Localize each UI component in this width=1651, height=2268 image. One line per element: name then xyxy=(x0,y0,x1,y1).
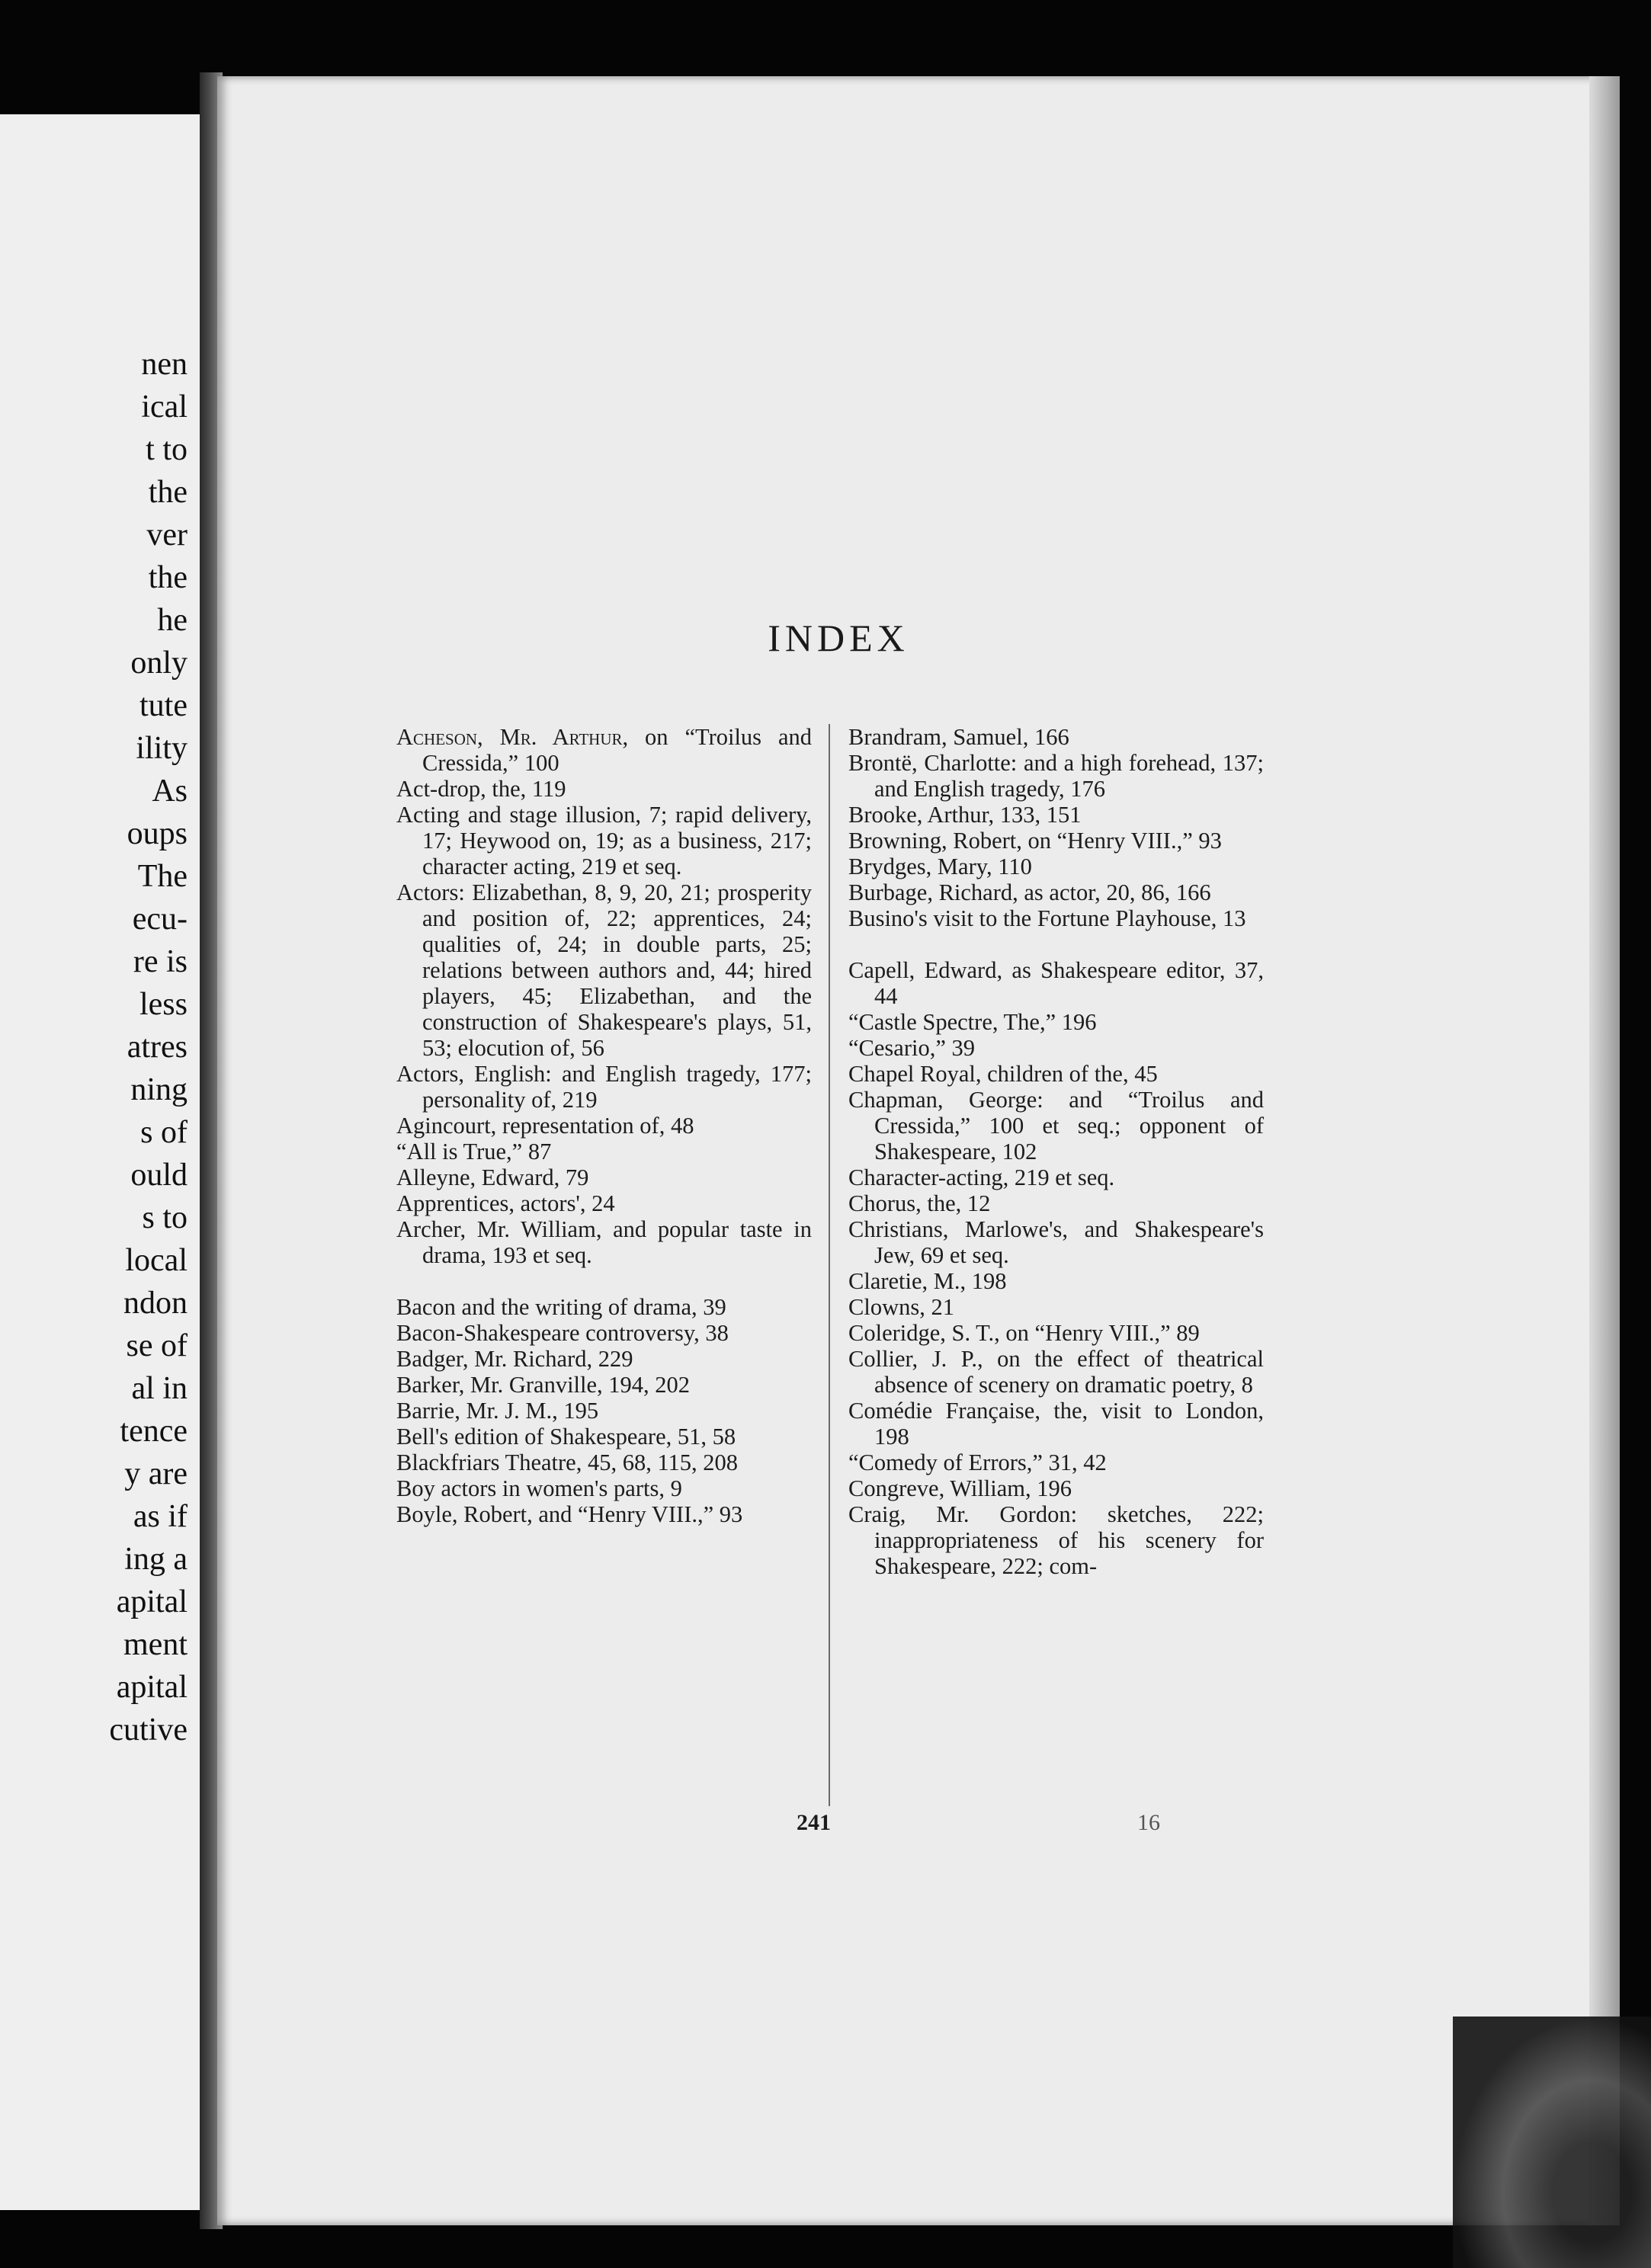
fragment-line: ical xyxy=(141,389,188,424)
index-entry: “Comedy of Errors,” 31, 42 xyxy=(848,1450,1107,1475)
index-entry: “Cesario,” 39 xyxy=(848,1035,975,1061)
index-entry: Clowns, 21 xyxy=(848,1294,954,1320)
index-entry: “Castle Spectre, The,” 196 xyxy=(848,1009,1097,1035)
index-entry-head: Acheson, Mr. Arthur, xyxy=(396,724,629,750)
fragment-line: ould xyxy=(130,1158,188,1193)
fragment-line: ning xyxy=(130,1072,188,1107)
fragment-line: only xyxy=(130,645,188,681)
index-entry: Bell's edition of Shakespeare, 51, 58 xyxy=(396,1424,736,1450)
index-entry: Brontë, Charlotte: and a high forehead, 137; and English tragedy, 176 xyxy=(848,750,1264,802)
fragment-line: the xyxy=(148,560,188,595)
index-entry: Boyle, Robert, and “Henry VIII.,” 93 xyxy=(396,1501,743,1527)
fragment-line: As xyxy=(152,774,188,809)
fragment-line: apital xyxy=(116,1584,188,1619)
index-entry: Barker, Mr. Granville, 194, 202 xyxy=(396,1372,691,1398)
column-divider xyxy=(829,724,830,1806)
index-entry: Brandram, Samuel, 166 xyxy=(848,724,1069,750)
index-entry: Bacon and the writing of drama, 39 xyxy=(396,1294,726,1320)
index-entry: Capell, Edward, as Shakespeare editor, 37, 44 xyxy=(848,957,1264,1009)
index-entry: Chapel Royal, children of the, 45 xyxy=(848,1061,1158,1087)
index-entry: Actors, English: and English tragedy, 177; personality of, 219 xyxy=(396,1061,812,1113)
signature-mark: 16 xyxy=(1137,1810,1160,1835)
fragment-line: nen xyxy=(141,347,188,382)
index-entry: Agincourt, representation of, 48 xyxy=(396,1113,694,1139)
fragment-line: re is xyxy=(133,944,188,979)
index-entry: Acting and stage illusion, 7; rapid delivery, 17; Heywood on, 19; as a business, 217; character acting, 219 et seq. xyxy=(396,802,812,879)
index-entry: Act-drop, the, 119 xyxy=(396,776,566,802)
index-entry: Burbage, Richard, as actor, 20, 86, 166 xyxy=(848,879,1211,905)
fragment-line: s to xyxy=(142,1200,188,1235)
fragment-line: The xyxy=(137,859,188,894)
index-entry: Comédie Française, the, visit to London, 198 xyxy=(848,1398,1264,1450)
index-entry: Browning, Robert, on “Henry VIII.,” 93 xyxy=(848,828,1222,854)
index-entry: Brooke, Arthur, 133, 151 xyxy=(848,802,1082,828)
index-entry: Chorus, the, 12 xyxy=(848,1190,991,1216)
fragment-line: ility xyxy=(136,731,188,766)
fragment-line: ecu- xyxy=(132,902,188,937)
background-ornament xyxy=(1453,2017,1651,2268)
fragment-line: the xyxy=(148,475,188,510)
index-entry: Collier, J. P., on the effect of theatrical absence of scenery on dramatic poetry, 8 xyxy=(848,1346,1264,1398)
index-entry: Busino's visit to the Fortune Playhouse, 13 xyxy=(848,905,1246,931)
index-entry: Boy actors in women's parts, 9 xyxy=(396,1475,682,1501)
fragment-line: al in xyxy=(131,1371,188,1406)
fragment-line: s of xyxy=(140,1115,188,1150)
index-entry: “All is True,” 87 xyxy=(396,1139,552,1164)
fragment-line: ver xyxy=(146,517,188,553)
index-entry: Character-acting, 219 et seq. xyxy=(848,1164,1115,1190)
fragment-line: tute xyxy=(139,688,188,723)
index-entry-text: on “Troilus and Cressida,” 100 xyxy=(422,724,813,776)
fragment-line: as if xyxy=(133,1499,188,1534)
index-entry: Chapman, George: and “Troilus and Cressida,” 100 et seq.; opponent of Shakespeare, 102 xyxy=(848,1087,1264,1164)
index-entry: Badger, Mr. Richard, 229 xyxy=(396,1346,633,1372)
fragment-line: atres xyxy=(127,1030,188,1065)
index-column-right xyxy=(848,724,1264,1579)
fragment-line: ment xyxy=(123,1627,188,1662)
fragment-line: tence xyxy=(120,1414,188,1449)
index-entry: Christians, Marlowe's, and Shakespeare's Jew, 69 et seq. xyxy=(848,1216,1264,1268)
facing-page xyxy=(0,114,206,2210)
fragment-line: ing a xyxy=(124,1542,188,1577)
index-entry: Coleridge, S. T., on “Henry VIII.,” 89 xyxy=(848,1320,1200,1346)
page-number: 241 xyxy=(797,1810,831,1835)
fragment-line: y are xyxy=(124,1456,188,1491)
fragment-line: local xyxy=(125,1243,188,1278)
index-entry: Alleyne, Edward, 79 xyxy=(396,1164,589,1190)
index-entry: Apprentices, actors', 24 xyxy=(396,1190,615,1216)
index-entry: Blackfriars Theatre, 45, 68, 115, 208 xyxy=(396,1450,739,1475)
index-entry: Craig, Mr. Gordon: sketches, 222; inappropriateness of his scenery for Shakespeare, 222; com- xyxy=(848,1501,1264,1579)
fragment-line: cutive xyxy=(109,1712,188,1747)
fragment-line: t to xyxy=(146,432,188,467)
index-entry: Actors: Elizabethan, 8, 9, 20, 21; prosperity and position of, 22; apprentices, 24; qualities of, 24; in double parts, 25; relations between authors and, 44; hired players, 45; Elizabethan, and the construction of Shakespeare's plays, 51, 53; elocution of, 56 xyxy=(396,879,812,1061)
index-entry: Archer, Mr. William, and popular taste in drama, 193 et seq. xyxy=(396,1216,812,1268)
index-entry: Barrie, Mr. J. M., 195 xyxy=(396,1398,599,1424)
page-title: INDEX xyxy=(768,617,909,659)
index-entry: Claretie, M., 198 xyxy=(848,1268,1007,1294)
fragment-line: he xyxy=(157,603,188,638)
index-entry: Congreve, William, 196 xyxy=(848,1475,1072,1501)
index-column-left xyxy=(396,724,812,1527)
fragment-line: less xyxy=(139,987,188,1022)
index-entry: Bacon-Shakespeare controversy, 38 xyxy=(396,1320,729,1346)
fragment-line: ndon xyxy=(123,1286,188,1321)
page-edge xyxy=(1589,76,1620,2225)
fragment-line: oups xyxy=(127,816,188,851)
fragment-line: se of xyxy=(126,1328,188,1363)
index-entry xyxy=(396,724,812,776)
index-entry: Brydges, Mary, 110 xyxy=(848,854,1032,879)
fragment-line: apital xyxy=(116,1670,188,1705)
facing-page-text-fragment xyxy=(0,343,188,1751)
